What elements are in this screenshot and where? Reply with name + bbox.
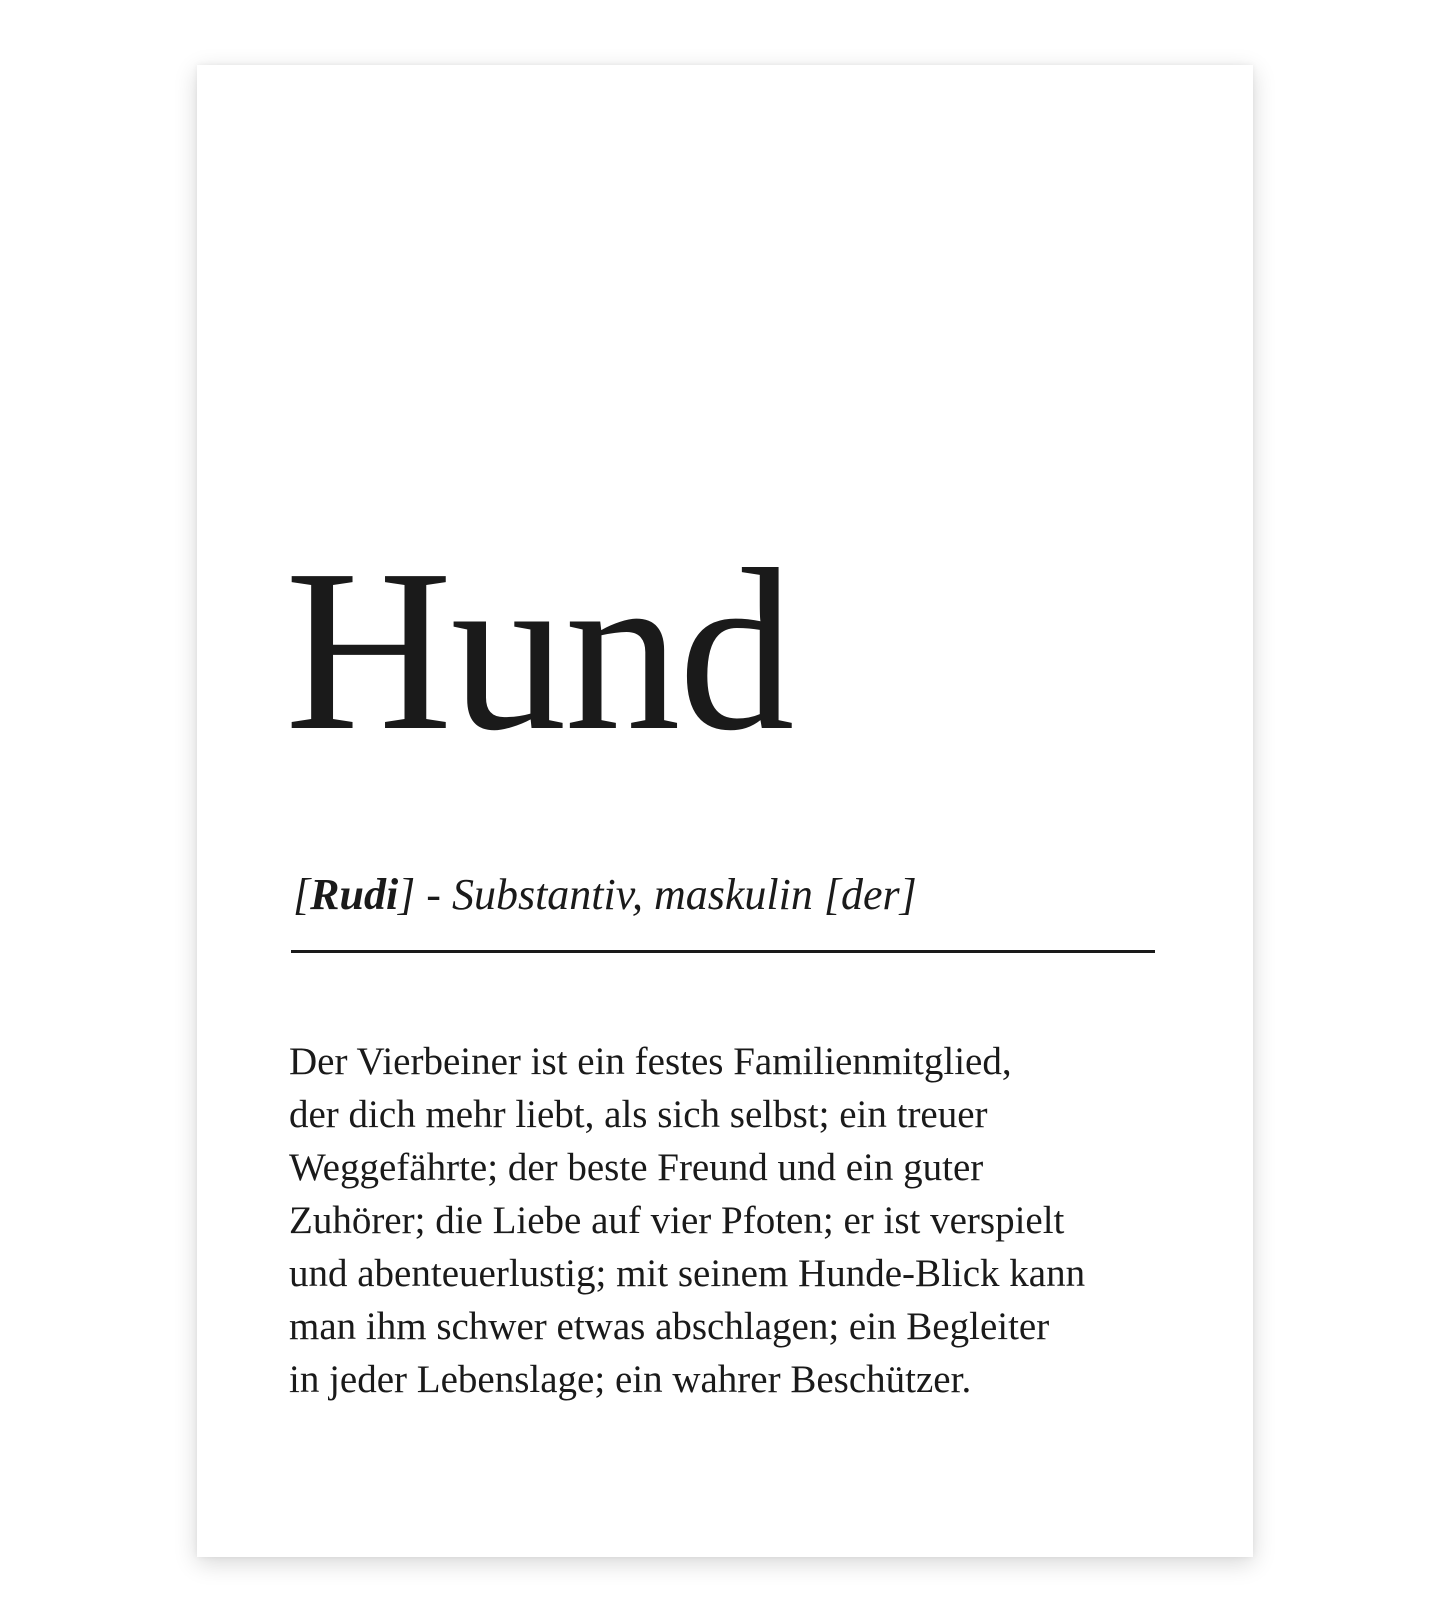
definition-line: Weggefährte; der beste Freund und ein guter: [289, 1146, 984, 1189]
definition-line: der dich mehr liebt, als sich selbst; ein treuer: [289, 1093, 988, 1136]
bracket-open: [: [293, 870, 311, 919]
definition-line: und abenteuerlustig; mit seinem Hunde-Blick kann: [289, 1252, 1086, 1295]
divider-line: [291, 950, 1155, 953]
definition-line: in jeder Lebenslage; ein wahrer Beschützer.: [289, 1358, 972, 1401]
part-of-speech-line: [293, 869, 917, 922]
definition-line: Der Vierbeiner ist ein festes Familienmitglied,: [289, 1040, 1012, 1083]
headword-title: Hund: [285, 522, 793, 779]
poster-print: [197, 65, 1253, 1557]
definition-line: man ihm schwer etwas abschlagen; ein Begleiter: [289, 1305, 1050, 1348]
definition-line: Zuhörer; die Liebe auf vier Pfoten; er ist verspielt: [289, 1199, 1065, 1242]
grammar-info: ] - Substantiv, maskulin [der]: [398, 870, 917, 919]
dog-name: Rudi: [310, 870, 399, 919]
definition-text: [289, 1035, 1085, 1406]
